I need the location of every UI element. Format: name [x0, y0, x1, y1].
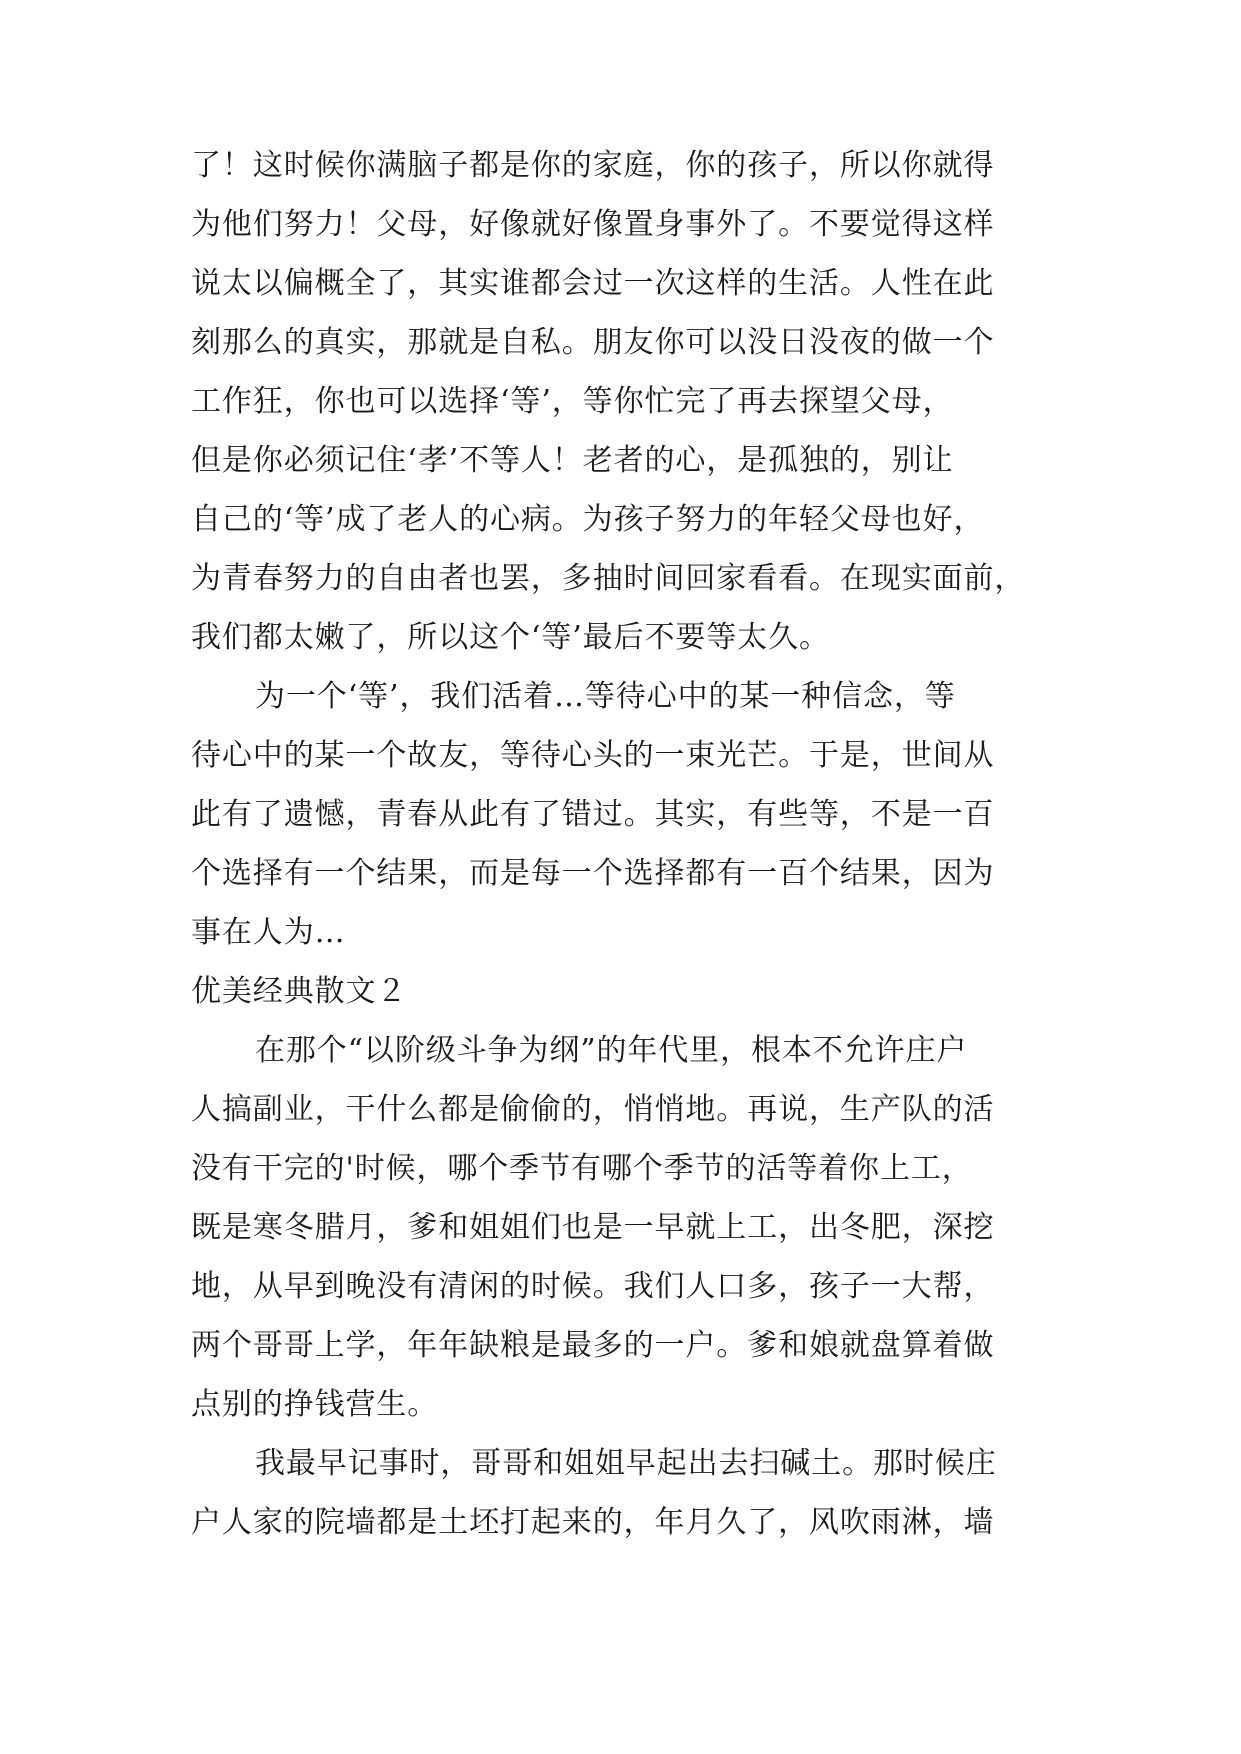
- text-line: 自己的‘等’成了老人的心病。为孩子努力的年轻父母也好，: [191, 502, 985, 537]
- text-line: 说太以偏概全了，其实谁都会过一次这样的生活。人性在此: [191, 266, 995, 301]
- text-line: 我最早记事时，哥哥和姐姐早起出去扫碱土。那时候庄: [255, 1446, 997, 1481]
- paragraph-3: [191, 1021, 1051, 1434]
- text-line: 刻那么的真实，那就是自私。朋友你可以没日没夜的做一个: [191, 325, 995, 360]
- text-line: 了！这时候你满脑子都是你的家庭，你的孩子，所以你就得: [191, 148, 995, 183]
- section-title: 优美经典散文２: [191, 974, 408, 1009]
- text-line: 点别的挣钱营生。: [191, 1387, 439, 1422]
- text-line: 此有了遗憾，青春从此有了错过。其实，有些等，不是一百: [191, 797, 995, 832]
- text-line: 为一个‘等’，我们活着…等待心中的某一种信念，等: [255, 679, 956, 714]
- document-body: [191, 136, 1051, 1552]
- text-line: 个选择有一个结果，而是每一个选择都有一百个结果，因为: [191, 856, 995, 891]
- text-line: 没有干完的'时候，哪个季节有哪个季节的活等着你上工，: [191, 1151, 973, 1186]
- text-line: 既是寒冬腊月，爹和姐姐们也是一早就上工，出冬肥，深挖: [191, 1210, 995, 1245]
- paragraph-1: [191, 136, 1051, 667]
- text-line: 在那个“以阶级斗争为纲”的年代里，根本不允许庄户: [255, 1033, 968, 1068]
- text-line: 为他们努力！父母，好像就好像置身事外了。不要觉得这样: [191, 207, 995, 242]
- paragraph-2: [191, 667, 1051, 962]
- text-line: 但是你必须记住‘孝’不等人！老者的心，是孤独的，别让: [191, 443, 954, 478]
- text-line: 户人家的院墙都是土坯打起来的，年月久了，风吹雨淋，墙: [191, 1505, 995, 1540]
- text-line: 为青春努力的自由者也罢，多抽时间回家看看。在现实面前，: [191, 561, 1026, 596]
- text-line: 人搞副业，干什么都是偷偷的，悄悄地。再说，生产队的活: [191, 1092, 995, 1127]
- text-line: 工作狂，你也可以选择‘等’，等你忙完了再去探望父母，: [191, 384, 954, 419]
- text-line: 事在人为…: [191, 915, 346, 950]
- text-line: 我们都太嫩了，所以这个‘等’最后不要等太久。: [191, 620, 830, 655]
- text-line: 地，从早到晚没有清闲的时候。我们人口多，孩子一大帮，: [191, 1269, 995, 1304]
- paragraph-4: [191, 1434, 1051, 1552]
- text-line: 两个哥哥上学，年年缺粮是最多的一户。爹和娘就盘算着做: [191, 1328, 995, 1363]
- text-line: 待心中的某一个故友，等待心头的一束光芒。于是，世间从: [191, 738, 995, 773]
